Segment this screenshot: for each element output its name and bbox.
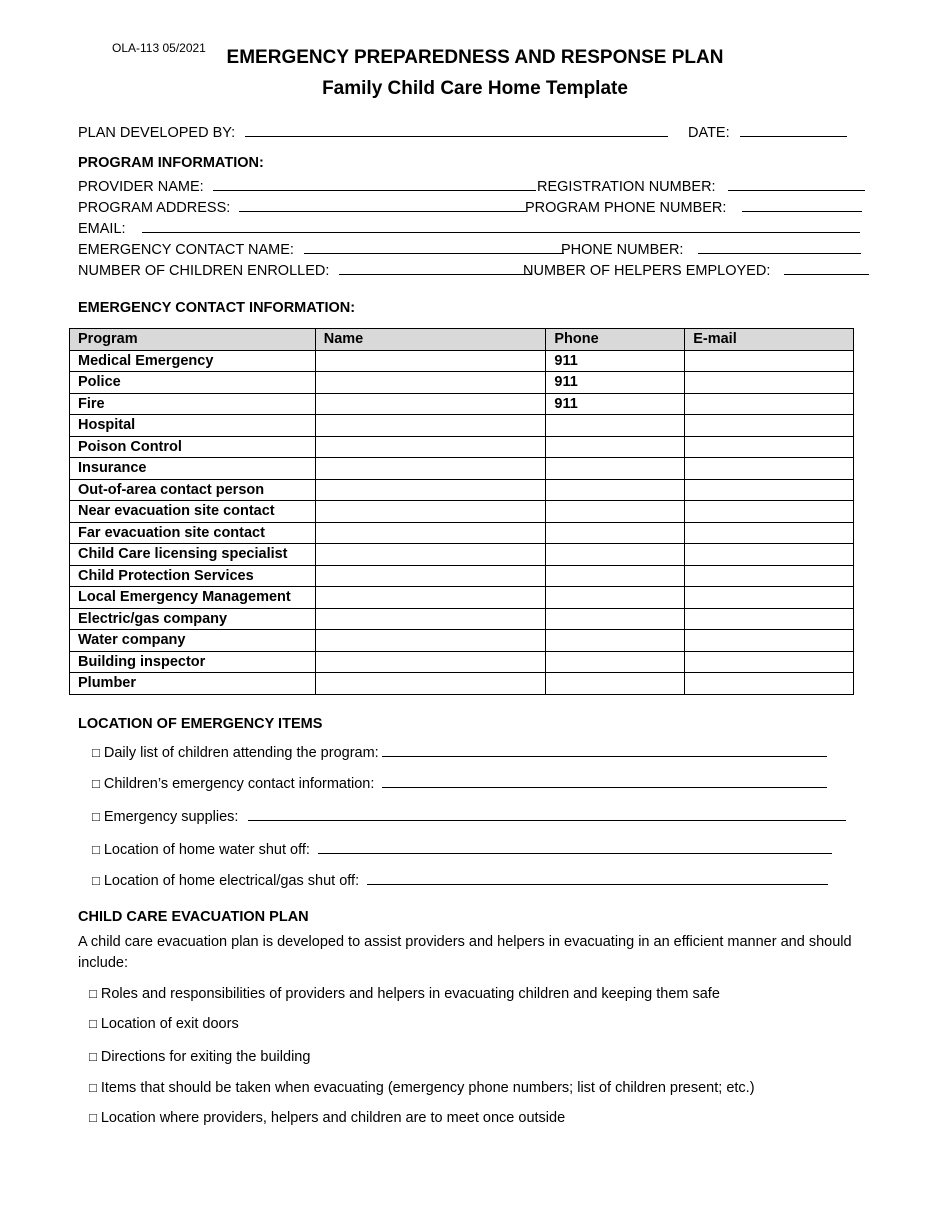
contact-program-cell: Poison Control xyxy=(70,436,316,458)
evacuation-plan-item xyxy=(89,1016,239,1032)
table-row xyxy=(70,587,854,609)
children-enrolled-row xyxy=(78,260,532,279)
contact-program-cell: Plumber xyxy=(70,673,316,695)
contact-email-cell[interactable] xyxy=(685,587,854,609)
program-phone-label: PROGRAM PHONE NUMBER: xyxy=(525,200,727,216)
registration-number-label: REGISTRATION NUMBER: xyxy=(537,179,716,195)
emergency-item-label: Emergency supplies: xyxy=(103,809,239,825)
contact-phone-cell[interactable] xyxy=(546,479,685,501)
contact-phone-cell[interactable]: 911 xyxy=(546,393,685,415)
evacuation-plan-item-label: Items that should be taken when evacuating (emergency phone numbers; list of children present; etc.) xyxy=(100,1080,755,1096)
column-header-email: E-mail xyxy=(685,329,854,351)
contact-email-cell[interactable] xyxy=(685,522,854,544)
emergency-item-field[interactable] xyxy=(318,839,832,854)
plan-developed-by-field[interactable] xyxy=(245,122,668,137)
contact-name-cell[interactable] xyxy=(315,673,546,695)
date-row xyxy=(688,122,847,141)
table-row xyxy=(70,501,854,523)
checkbox-icon[interactable]: □ xyxy=(92,745,100,760)
checkbox-icon[interactable]: □ xyxy=(89,1049,97,1064)
emergency-item-label: Daily list of children attending the program: xyxy=(103,745,379,761)
contact-program-cell: Electric/gas company xyxy=(70,608,316,630)
contact-phone-cell[interactable] xyxy=(546,458,685,480)
helpers-employed-row xyxy=(523,260,869,279)
page-title: EMERGENCY PREPAREDNESS AND RESPONSE PLAN xyxy=(226,47,724,68)
contact-name-cell[interactable] xyxy=(315,651,546,673)
children-enrolled-field[interactable] xyxy=(339,260,532,275)
contact-phone-cell[interactable] xyxy=(546,673,685,695)
contact-email-cell[interactable] xyxy=(685,350,854,372)
contact-phone-cell[interactable] xyxy=(546,522,685,544)
contact-name-cell[interactable] xyxy=(315,587,546,609)
contact-email-cell[interactable] xyxy=(685,651,854,673)
contact-phone-cell[interactable] xyxy=(546,544,685,566)
contact-program-cell: Police xyxy=(70,372,316,394)
contact-email-cell[interactable] xyxy=(685,415,854,437)
program-info-heading: PROGRAM INFORMATION: xyxy=(78,155,264,171)
provider-name-field[interactable] xyxy=(213,176,536,191)
helpers-employed-label: NUMBER OF HELPERS EMPLOYED: xyxy=(523,263,771,279)
helpers-employed-field[interactable] xyxy=(784,260,869,275)
contact-program-cell: Fire xyxy=(70,393,316,415)
contact-email-cell[interactable] xyxy=(685,544,854,566)
checkbox-icon[interactable]: □ xyxy=(92,776,100,791)
plan-developed-by-label: PLAN DEVELOPED BY: xyxy=(78,125,236,141)
page-subtitle: Family Child Care Home Template xyxy=(322,78,628,99)
contact-program-cell: Insurance xyxy=(70,458,316,480)
table-row xyxy=(70,350,854,372)
contact-program-cell: Water company xyxy=(70,630,316,652)
program-phone-field[interactable] xyxy=(742,197,862,212)
program-address-row xyxy=(78,197,526,216)
contact-email-cell[interactable] xyxy=(685,372,854,394)
contact-name-cell[interactable] xyxy=(315,436,546,458)
evacuation-plan-heading: CHILD CARE EVACUATION PLAN xyxy=(78,909,309,925)
emergency-contacts-heading: EMERGENCY CONTACT INFORMATION: xyxy=(78,300,356,316)
contact-phone-cell[interactable]: 911 xyxy=(546,350,685,372)
contact-email-cell[interactable] xyxy=(685,673,854,695)
plan-developed-by-row xyxy=(78,122,668,141)
table-row xyxy=(70,673,854,695)
table-row xyxy=(70,544,854,566)
column-header-phone: Phone xyxy=(546,329,685,351)
emergency-contact-name-label: EMERGENCY CONTACT NAME: xyxy=(78,242,294,258)
children-enrolled-label: NUMBER OF CHILDREN ENROLLED: xyxy=(78,263,330,279)
contact-phone-cell[interactable] xyxy=(546,630,685,652)
contact-program-cell: Hospital xyxy=(70,415,316,437)
contact-phone-cell[interactable] xyxy=(546,501,685,523)
evacuation-plan-item xyxy=(89,1110,565,1126)
contact-name-cell[interactable] xyxy=(315,393,546,415)
checkbox-icon[interactable]: □ xyxy=(92,809,100,824)
email-field[interactable] xyxy=(142,218,860,233)
contact-phone-cell[interactable] xyxy=(546,608,685,630)
column-header-name: Name xyxy=(315,329,546,351)
contact-name-cell[interactable] xyxy=(315,630,546,652)
contact-program-cell: Child Care licensing specialist xyxy=(70,544,316,566)
checkbox-icon[interactable]: □ xyxy=(92,873,100,888)
registration-number-row xyxy=(537,176,865,195)
contact-phone-cell[interactable] xyxy=(546,415,685,437)
form-code: OLA-113 05/2021 xyxy=(112,41,206,55)
emergency-item-label: Location of home electrical/gas shut off: xyxy=(103,873,360,889)
table-row xyxy=(70,651,854,673)
date-field[interactable] xyxy=(740,122,847,137)
emergency-item-label: Children’s emergency contact information: xyxy=(103,776,375,792)
checkbox-icon[interactable]: □ xyxy=(92,842,100,857)
contact-name-cell[interactable] xyxy=(315,415,546,437)
contact-name-cell[interactable] xyxy=(315,501,546,523)
phone-number-field[interactable] xyxy=(698,239,861,254)
contact-email-cell[interactable] xyxy=(685,393,854,415)
evacuation-plan-item-label: Roles and responsibilities of providers and helpers in evacuating children and keeping them safe xyxy=(100,986,720,1002)
evacuation-plan-intro: A child care evacuation plan is developed to assist providers and helpers in evacuating in an efficient manner and should include: xyxy=(78,934,852,971)
program-address-field[interactable] xyxy=(239,197,526,212)
table-row xyxy=(70,372,854,394)
evacuation-plan-item xyxy=(89,986,720,1002)
table-row xyxy=(70,522,854,544)
contact-email-cell[interactable] xyxy=(685,608,854,630)
contact-phone-cell[interactable] xyxy=(546,565,685,587)
contact-name-cell[interactable] xyxy=(315,565,546,587)
table-row xyxy=(70,393,854,415)
contact-name-cell[interactable] xyxy=(315,479,546,501)
table-row xyxy=(70,415,854,437)
evacuation-plan-item-label: Location of exit doors xyxy=(100,1016,239,1032)
evacuation-plan-item-label: Location where providers, helpers and children are to meet once outside xyxy=(100,1110,566,1126)
emergency-item xyxy=(92,773,827,792)
checkbox-icon[interactable]: □ xyxy=(89,1110,97,1125)
contact-phone-cell[interactable] xyxy=(546,651,685,673)
emergency-item xyxy=(92,742,827,761)
phone-number-label: PHONE NUMBER: xyxy=(561,242,684,258)
checkbox-icon[interactable]: □ xyxy=(89,986,97,1001)
contact-name-cell[interactable] xyxy=(315,458,546,480)
contact-program-cell: Child Protection Services xyxy=(70,565,316,587)
evacuation-plan-item xyxy=(89,1049,310,1065)
phone-number-row xyxy=(561,239,861,258)
email-label: EMAIL: xyxy=(78,221,126,237)
program-address-label: PROGRAM ADDRESS: xyxy=(78,200,231,216)
emergency-items-heading: LOCATION OF EMERGENCY ITEMS xyxy=(78,716,323,732)
emergency-item xyxy=(92,839,832,858)
emergency-item-field[interactable] xyxy=(382,742,827,757)
emergency-item-field[interactable] xyxy=(248,806,846,821)
contact-program-cell: Far evacuation site contact xyxy=(70,522,316,544)
checkbox-icon[interactable]: □ xyxy=(89,1080,97,1095)
table-row xyxy=(70,479,854,501)
column-header-program: Program xyxy=(70,329,316,351)
registration-number-field[interactable] xyxy=(728,176,865,191)
evacuation-plan-item-label: Directions for exiting the building xyxy=(100,1049,311,1065)
checkbox-icon[interactable]: □ xyxy=(89,1016,97,1031)
contact-email-cell[interactable] xyxy=(685,458,854,480)
contact-name-cell[interactable] xyxy=(315,544,546,566)
emergency-contacts-body xyxy=(70,350,854,694)
contact-program-cell: Medical Emergency xyxy=(70,350,316,372)
contact-program-cell: Out-of-area contact person xyxy=(70,479,316,501)
date-label: DATE: xyxy=(688,125,730,141)
contact-email-cell[interactable] xyxy=(685,436,854,458)
contact-email-cell[interactable] xyxy=(685,630,854,652)
emergency-item-field[interactable] xyxy=(367,870,828,885)
evacuation-plan-item xyxy=(89,1080,755,1096)
provider-name-label: PROVIDER NAME: xyxy=(78,179,204,195)
contact-program-cell: Building inspector xyxy=(70,651,316,673)
contact-program-cell: Near evacuation site contact xyxy=(70,501,316,523)
table-row xyxy=(70,630,854,652)
emergency-item-label: Location of home water shut off: xyxy=(103,842,310,858)
table-row xyxy=(70,436,854,458)
contact-name-cell[interactable] xyxy=(315,522,546,544)
emergency-contact-name-field[interactable] xyxy=(304,239,564,254)
contact-phone-cell[interactable] xyxy=(546,587,685,609)
table-row xyxy=(70,458,854,480)
emergency-contacts-table xyxy=(69,328,854,695)
contact-phone-cell[interactable]: 911 xyxy=(546,372,685,394)
contact-email-cell[interactable] xyxy=(685,565,854,587)
provider-name-row xyxy=(78,176,536,195)
emergency-contact-name-row xyxy=(78,239,564,258)
email-row xyxy=(78,218,860,237)
contact-email-cell[interactable] xyxy=(685,479,854,501)
emergency-item xyxy=(92,806,846,825)
contact-name-cell[interactable] xyxy=(315,608,546,630)
contact-program-cell: Local Emergency Management xyxy=(70,587,316,609)
program-phone-row xyxy=(525,197,862,216)
contact-phone-cell[interactable] xyxy=(546,436,685,458)
contact-name-cell[interactable] xyxy=(315,372,546,394)
contact-name-cell[interactable] xyxy=(315,350,546,372)
table-row xyxy=(70,565,854,587)
emergency-item-field[interactable] xyxy=(382,773,827,788)
table-row xyxy=(70,608,854,630)
contact-email-cell[interactable] xyxy=(685,501,854,523)
emergency-item xyxy=(92,870,828,889)
table-header-row xyxy=(70,329,854,351)
